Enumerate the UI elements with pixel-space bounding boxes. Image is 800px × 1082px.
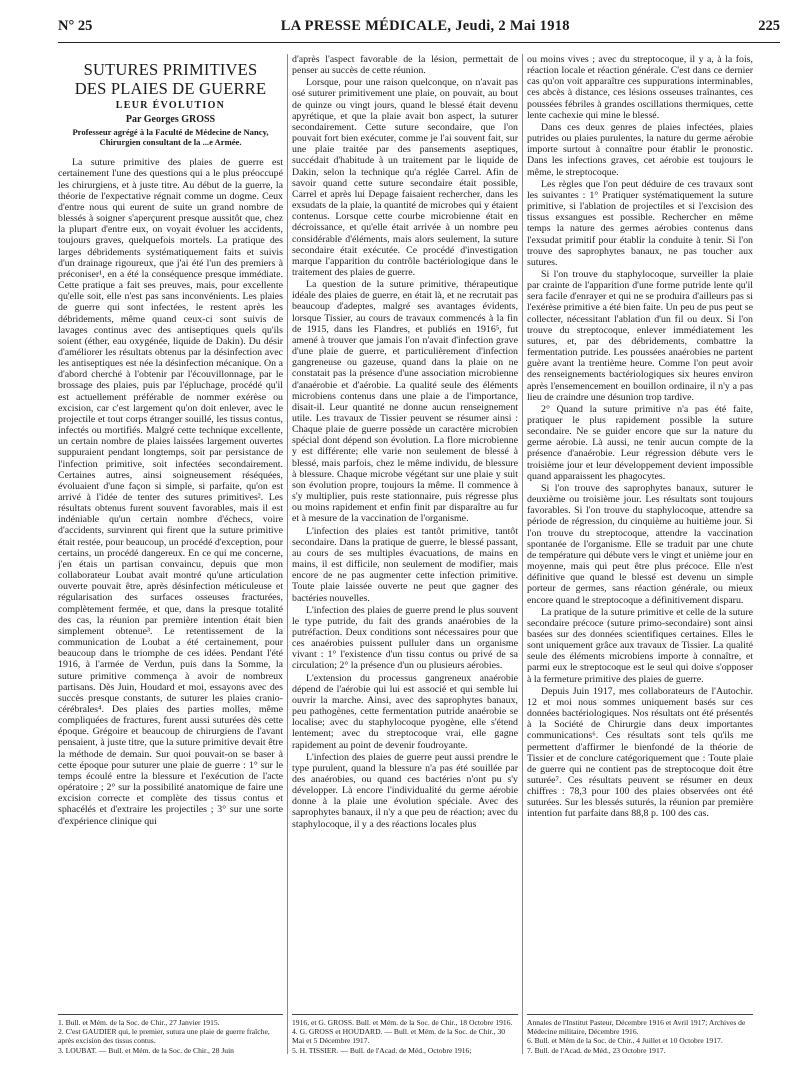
article-title-line-1: SUTURES PRIMITIVES [83,60,258,79]
author-affiliation: Professeur agrégé à la Faculté de Médecine de Nancy, Chirurgien consultant de la ...e Armée. [72,127,269,148]
paragraph: Depuis Juin 1917, mes collaborateurs de l'Autochir. 12 et moi nous sommes uniquement basés sur ces données bactériologiques. Nos résultats ont été présentés à la Société de Chirurgie dans deux importantes communications⁶. Ces résultats sont tels qu'ils me permettent d'affirmer le bienfondé de la théorie de Tissier et de conclure catégoriquement que : Toute plaie de guerre qui ne contient pas de streptocoque doit être suturée⁷. Ces résultats peuvent se résumer en deux chiffres : 78,3 pour 100 des plaies observées ont été suturées. Sur les blessés suturés, la réunion par première intention fut parfaite dans 88,8 p. 100 des cas. [527,685,753,820]
footnote: 1. Bull. et Mém. de la Soc. de Chir., 27 Janvier 1915. [58,1018,220,1027]
column-divider [522,54,523,1054]
column-divider [287,54,288,1054]
paragraph: d'après l'aspect favorable de la lésion, permettait de penser au succès de cette réunion. [292,54,518,77]
article-title-line-2: DES PLAIES DE GUERRE [74,79,267,98]
paragraph: 2° Quand la suture primitive n'a pas été faite, pratiquer le plus rapidement possible la suture secondaire. Ne se guider encore que sur la nature du germe aérobie. Là aussi, ne tenir aucun compte de la présence d'anaérobie. Leur régression débute vers le troisième jour et leur développement devient impossible quand apparaissent les phagocytes. [527,403,753,482]
paragraph: L'extension du processus gangreneux anaérobie dépend de l'aérobie qui lui est associé et qui semble lui ouvrir la marche. Ainsi, avec des saprophytes banaux, peu pathogènes, cette fermentation putride anaérobie se localise; avec du staphylocoque pyogène, elle s'étend lentement; avec du streptocoque vrai, elle gagne rapidement au point de devenir foudroyante. [292,672,518,751]
article-author: Par Georges GROSS [125,114,216,126]
footnote: 3. LOUBAT. — Bull. et Mém. de la Soc. de Chir., 28 Juin [58,1045,234,1055]
paragraph: Si l'on trouve du staphylocoque, surveiller la plaie par crainte de l'apparition d'une forme putride lente qu'il sera facile d'enrayer et qui ne se produira d'ailleurs pas si l'exérèse primitive a été bien faite. Un peu de pus peut se collecter, nécessitant l'ablation d'un fil ou deux. Si l'on trouve du streptocoque, enlever immédiatement les sutures, et, par des débridements, combattre la fermentation putride. Les poussées anaérobies ne partent guère avant la trentième heure. Comme l'on peut avoir des renseignements bactériologiques six heures environ après l'ensemencement en bouillon ordinaire, il n'y a pas lieu de craindre une désunion trop tardive. [527,268,753,403]
footnote: 6. Bull. et Mém de la Soc. de Chir., 4 Juillet et 10 Octobre 1917. [527,1036,723,1046]
paragraph: La suture primitive des plaies de guerre est certainement l'une des questions qui a le plus préoccupé les chirurgiens, et à juste titre. Au début de la guerre, la théorie de l'expectative régnait comme un dogme. Ceux d'entre nous qui eurent de suite un grand nombre de blessés à soigner s'aperçurent presque aussitôt que, chez la plupart d'entre eux, on voyait évoluer les accidents, toujours graves, quelquefois mortels. La pratique des larges débridements systématiquement faits et suivis d'un drainage rigoureux, que j'ai été l'un des premiers à préconiser¹, en a été la conséquence presque immédiate. Cette pratique a fait ses preuves, mais, pour excellente qu'elle soit, elle n'est pas sans inconvénients. Les plaies de guerre qui sont infectées, le restent après les débridements, même quand ceux-ci sont suivis de lavages continus avec des antiseptiques quels qu'ils soient (éther, eau oxygénée, liquide de Dakin). Du désir d'améliorer les résultats obtenus par la désinfection avec les antiseptiques est née la désinfection mécanique. On a d'abord cherché à l'obtenir par l'écouvillonnage, par le brossage des plaies, puis par l'épluchage, procédé qu'il est actuellement préférable de nommer exérèse ou excision, car c'est largement qu'on doit enlever, avec le projectile et tout corps étranger souillé, les tissus contus, infectés ou mortifiés. Malgré cette technique excellente, un certain nombre de plaies laissées largement ouvertes suppuraient pendant longtemps, soit par persistance de l'infection primitive, soit infectées secondairement. Certaines autres, ainsi soigneusement réséquées, évoluaient d'une façon si simple, si parfaite, qu'on est arrivé à l'idée de tenter des sutures primitives². Les résultats obtenus furent souvent favorables, mais il est indéniable qu'un certain nombre d'échecs, voire d'accidents, survinrent qui firent que la suture primitive était restée, pour beaucoup, un procédé d'exception, pour certains, un procédé dangereux. En ce qui me concerne, j'en étais un partisan convaincu, depuis que mon collaborateur Loubat avait montré qu'une articulation ouverte pouvait être, après désinfection méticuleuse et régularisation des surfaces osseuses fracturées, complètement fermée, et que, dans la presque totalité des cas, la réunion par première intention était bien simplement obtenue³. Le retentissement de la communication de Loubat a été certainement, pour beaucoup dans le triomphe de ces idées. Pendant l'été 1916, à l'armée de Verdun, puis dans la Somme, la suture primitive commença à avoir de nombreux partisans. Dès Juin, Houdard et moi, essayons avec des succès presque constants, de suturer les plaies cranio-cérébrales⁴. Des plaies des parties molles, même compliquées de fractures, furent aussi suturées dès cette époque. Grégoire et beaucoup de chirurgiens de l'avant pensaient, à juste titre, que la suture primitive devait être la méthode de demain. Sur quoi pouvait-on se baser à cette époque pour suturer une plaie de guerre : 1° sur le temps écoulé entre la blessure et l'exécution de l'acte opératoire ; 2° sur la possibilité anatomique de faire une excision correcte et complète des tissus contus et sphacélés et d'extraire les projectiles ; 3° sur une sorte d'expérience clinique qui [58,157,283,827]
footnote: Annales de l'Institut Pasteur, Décembre 1916 et Avril 1917; Archives de Médecine militaire, Décembre 1916. [527,1018,746,1037]
paragraph: L'infection des plaies de guerre prend le plus souvent le type putride, du fait des grands anaérobies de la putréfaction. Deux conditions sont nécessaires pour que ces anaérobies puissent pulluler dans un organisme vivant : 1° l'existence d'un tissu contus ou privé de sa circulation; 2° la présence d'un ou plusieurs aérobies. [292,604,518,672]
paragraph: Si l'on trouve des saprophytes banaux, suturer le deuxième ou troisième jour. Les résultats sont toujours favorables. Si l'on trouve du staphylocoque, attendre sa période de régression, du cinquième au huitième jour. Si l'on trouve du streptocoque, attendre la vaccination spontanée de l'organisme. Elle se traduit par une chute de température qui débute vers le vingt et unième jour en moyenne, mais qui peut être plus précoce. Elle n'est définitive que quand le blessé est devenu un simple porteur de germes, sans réaction générale, ou mieux encore quand le streptocoque a définitivement disparu. [527,482,753,606]
paragraph: Lorsque, pour une raison quelconque, on n'avait pas osé suturer primitivement une plaie, on pouvait, au bout de quinze ou vingt jours, quand le blessé était devenu apyrétique, et que la plaie avait bon aspect, la suturer secondairement. Cette suture secondaire, que l'on pouvait fort bien exécuter, comme je l'ai souvent fait, sur une plaie traitée par des pansements aseptiques, succédait d'habitude à un traitement par le liquide de Dakin, selon la technique qu'a réglée Carrel. Afin de savoir quand cette suture secondaire était possible, Carrel et après lui Depage faisaient rechercher, dans les exsudats de la plaie, la quantité de microbes qui y étaient contenus. Lorsque cette courbe microbienne était en décroissance, et qu'elle était arrivée à un nombre peu considérable d'éléments, mais alors seulement, la suture secondaire était exécutée. Ce procédé d'investigation marque l'apparition du contrôle bactériologique dans le traitement des plaies de guerre. [292,77,518,278]
page-number: 225 [758,18,780,34]
paragraph: L'infection des plaies est tantôt primitive, tantôt secondaire. Dans la pratique de guerre, le blessé passant, au cours de ses multiples évacuations, de mains en mains, il est difficile, non seulement de modifier, mais encore de ne pas augmenter cette infection primitive. Toute plaie laissée ouverte ne peut que gagner des bactéries nouvelles. [292,525,518,604]
footnotes-column-1 [58,1014,283,1055]
footnotes-column-3 [527,1014,753,1055]
paragraph: La pratique de la suture primitive et celle de la suture secondaire précoce (suture primo-secondaire) sont ainsi basées sur des données scientifiques certaines. Elles le sont uniquement grâce aux travaux de Tissier. La qualité seule des éléments microbiens importe à connaître, et parmi eux le streptocoque est le seul qui doive s'opposer à la fermeture primitive des plaies de guerre. [527,606,753,685]
paragraph: L'infection des plaies de guerre peut aussi prendre le type purulent, quand la blessure n'a pas été souillée par des anaérobies, ou quand ces bactéries n'ont pu s'y développer. Là encore l'individualité du germe aérobie donne à la plaie une évolution spéciale. Avec des saprophytes banaux, il n'y a que peu de réaction; avec du staphylocoque, il y a des réactions locales plus [292,751,518,830]
footnotes-column-2 [292,1014,518,1055]
column-1 [58,54,283,1054]
page-header [58,18,780,43]
paragraph: Dans ces deux genres de plaies infectées, plaies putrides ou plaies purulentes, la nature du germe aérobie importe surtout à connaître pour établir le pronostic. Dans les infections graves, cet aérobie est toujours le même, le streptocoque. [527,121,753,178]
footnote: 5. H. TISSIER. — Bull. de l'Acad. de Méd., Octobre 1916; [292,1045,472,1055]
article-subtitle: LEUR ÉVOLUTION [115,100,226,111]
paragraph: La question de la suture primitive, thérapeutique idéale des plaies de guerre, en était là, et ne recrutait pas beaucoup d'adeptes, malgré ses avantages évidents, lorsque Tissier, au cours de travaux commencés à la fin de 1915, dans les Flandres, et publiés en 1916⁵, fut amené à trouver que jamais l'on n'avait d'infection grave d'une plaie de guerre, et particulièrement d'infection gangreneuse ou gazeuse, quand dans la plaie on ne constatait pas la présence d'une association microbienne d'anaérobie et d'aérobie. La qualité seule des éléments microbiens contenus dans une plaie a de l'importance, disait-il. Leur quantité ne donne aucun renseignement utile. Les travaux de Tissier peuvent se résumer ainsi : Chaque plaie de guerre possède un caractère microbien spécial dont dépend son évolution. La flore microbienne y est différente; elle varie non seulement de blessé à blessé, mais parfois, chez le même individu, de blessure à blessure. Chaque microbe végétant sur une plaie y suit son évolution propre, toujours la même. Il commence à s'y multiplier, puis reste stationnaire, puis régresse plus ou moins rapidement et enfin finit par disparaître au fur et à mesure de la vaccination de l'organisme. [292,279,518,525]
footnote: 7. Bull. de l'Acad. de Méd., 23 Octobre 1917. [527,1045,666,1055]
column-2 [292,54,518,1054]
paragraph: ou moins vives ; avec du streptocoque, il y a, à la fois, réaction locale et réaction générale. C'est dans ce dernier cas qu'on voit apparaître ces suppurations interminables, ces abcès à distance, ces lésions osseuses traînantes, ces poussées fébriles à grandes oscillations thermiques, cette lente cachexie qui mine le blessé. [527,54,753,121]
footnote: 1916, et G. GROSS. Bull. et Mém. de la Soc. de Chir., 18 Octobre 1916. [292,1018,513,1027]
issue-number: N° 25 [58,18,93,34]
footnote: 4. G. GROSS et HOUDARD. — Bull. et Mém. de la Soc. de Chir., 30 Mai et 5 Décembre 1917. [292,1027,506,1046]
journal-title: LA PRESSE MÉDICALE, Jeudi, 2 Mai 1918 [280,18,570,34]
column-3 [527,54,753,1054]
footnote: 2. C'est GAUDIER qui, le premier, sutura une plaie de guerre fraîche, après excision des tissus contus. [58,1027,270,1046]
paragraph: Les règles que l'on peut déduire de ces travaux sont les suivantes : 1° Pratiquer systématiquement la suture primitive, si l'ablation de projectiles et si l'excision des tissus exsangues est possible. Rechercher en même temps la nature des germes aérobies contenus dans l'exsudat primitif pour établir la conduite à tenir. Si l'on trouve des saprophytes banaux, ne pas toucher aux sutures. [527,178,753,268]
article-title [58,60,283,98]
